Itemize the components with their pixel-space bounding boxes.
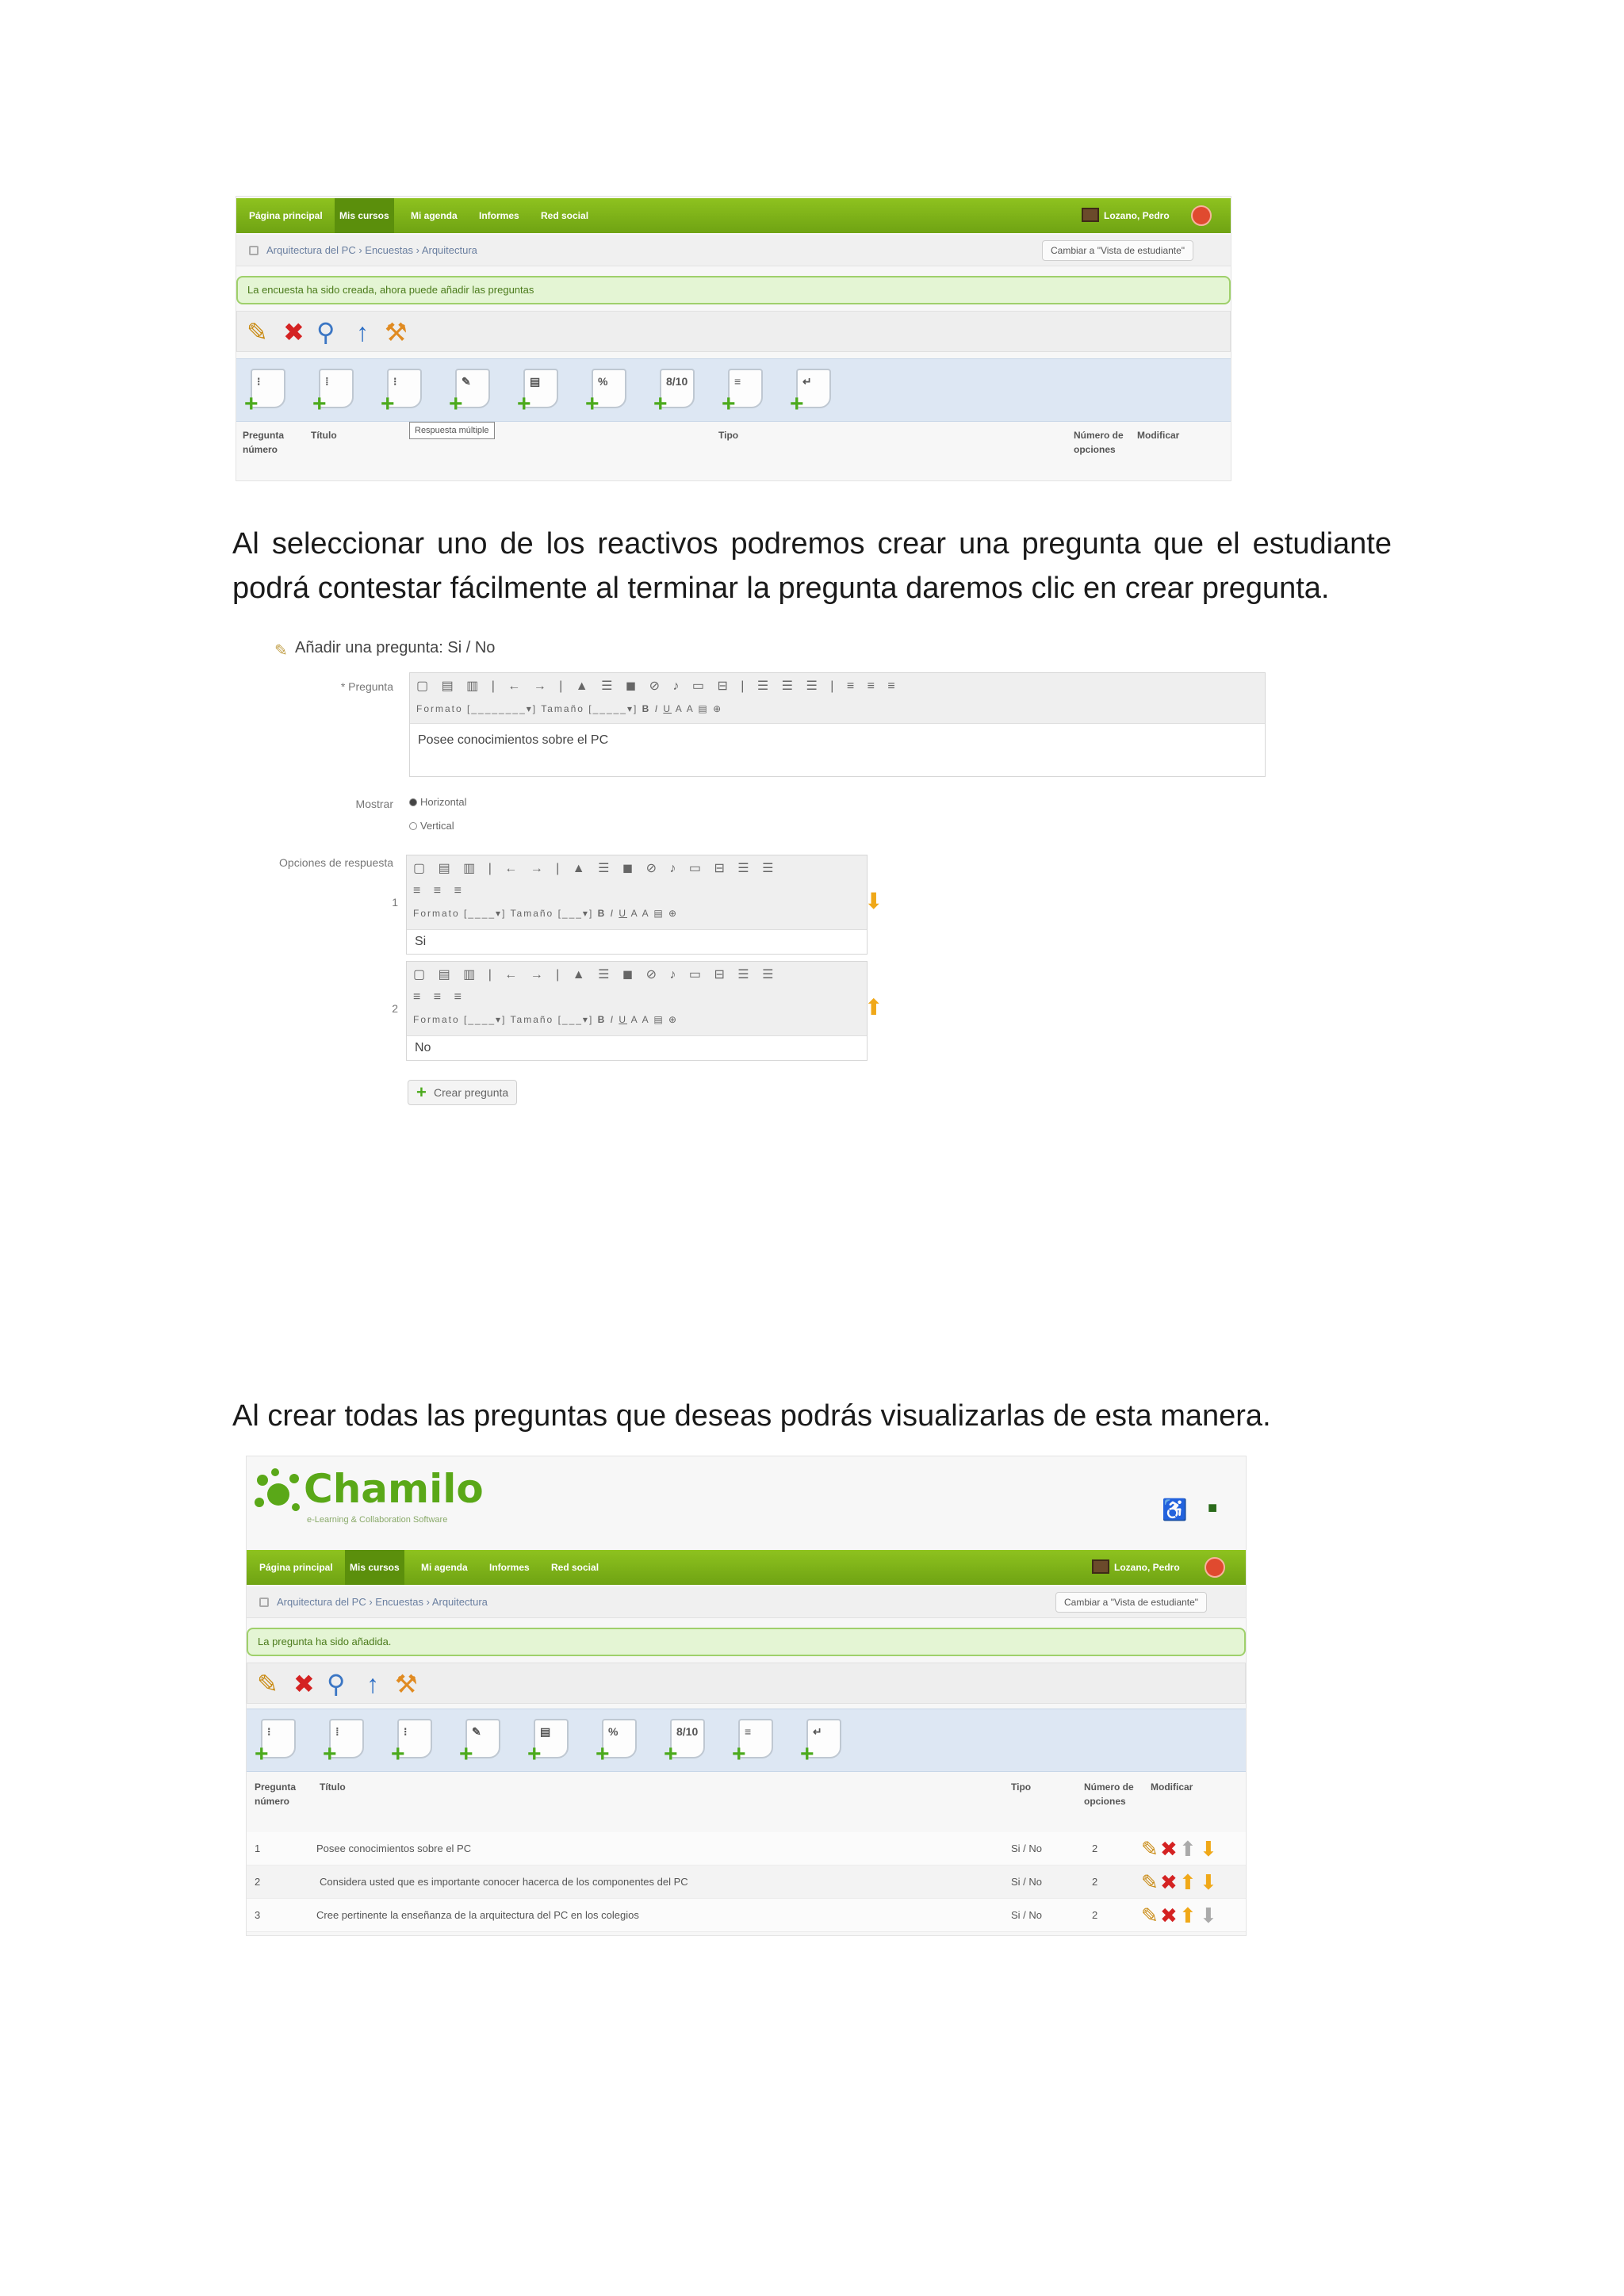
editor-toolbar [410, 673, 1265, 724]
create-question-button[interactable] [408, 1080, 517, 1105]
edit-icon[interactable]: ✎ [1141, 1837, 1159, 1861]
column-header-type: Tipo [1011, 1781, 1032, 1793]
breadcrumb[interactable]: Arquitectura del PC › Encuestas › Arquitectura [266, 244, 477, 256]
logo-text: Chamilo [304, 1466, 484, 1512]
tools-icon[interactable]: ⚒ [385, 318, 408, 346]
row-title: Posee conocimientos sobre el PC [316, 1843, 472, 1854]
answer-2-size-select[interactable]: Tamaño [510, 1014, 554, 1025]
action-toolbar [236, 311, 1231, 352]
radio-horizontal[interactable] [409, 796, 467, 808]
percentage-question-icon[interactable]: % + [585, 369, 633, 416]
answer-1-format-select[interactable]: Formato [413, 908, 460, 919]
pencil-icon[interactable]: ✎ [247, 318, 268, 346]
row-type: Si / No [1011, 1876, 1043, 1888]
table-row [247, 1899, 1246, 1932]
delete-icon[interactable]: ✖ [293, 1670, 315, 1698]
delete-icon[interactable]: ✖ [1160, 1837, 1178, 1861]
student-view-button[interactable]: Cambiar a "Vista de estudiante" [1055, 1592, 1207, 1613]
comment-question-icon[interactable]: ≡ + [732, 1719, 779, 1766]
answer-2-toolbar-row-3[interactable]: Formato [____▾] Tamaño [___▾] B I U A A ▤ ⊕ [413, 1014, 679, 1025]
percentage-question-icon[interactable]: % + [596, 1719, 643, 1766]
breadcrumb-bar [247, 1586, 1246, 1618]
page-break-question-icon[interactable]: ↵ + [790, 369, 837, 416]
arrow-up-icon[interactable]: ↑ [366, 1670, 379, 1698]
form-title: Añadir una pregunta: Si / No [295, 639, 496, 656]
table-row [247, 1866, 1246, 1899]
question-editor[interactable] [409, 672, 1266, 777]
column-header-title: Título [320, 1781, 346, 1793]
answer-1-editor[interactable] [406, 855, 868, 955]
notice-text: La encuesta ha sido creada, ahora puede añadir las preguntas [247, 284, 534, 296]
top-navbar [247, 1550, 1246, 1585]
open-question-icon[interactable]: ✎ + [449, 369, 496, 416]
move-up-icon[interactable]: ⬆ [1179, 1870, 1197, 1894]
answer-1-size-select[interactable]: Tamaño [510, 908, 554, 919]
answer-2-format-select[interactable]: Formato [413, 1014, 460, 1025]
form-icon: ✎ [274, 642, 288, 660]
move-down-icon[interactable]: ⬇ [864, 889, 883, 913]
chamilo-logo-icon [251, 1466, 307, 1521]
size-select[interactable]: Tamaño [541, 703, 584, 714]
top-navbar [236, 198, 1231, 233]
row-options: 2 [1092, 1909, 1098, 1921]
move-up-icon[interactable]: ⬆ [1179, 1904, 1197, 1927]
open-question-icon[interactable]: ✎ + [459, 1719, 507, 1766]
toolbar-row-1[interactable]: ▢ ▤ ▥ | ← → | ▲ ☰ ◼ ⊘ ♪ ▭ ⊟ | ☰ ☰ ☰ | ≡ ≡ ≡ [416, 679, 900, 693]
radio-vertical-label: Vertical [420, 820, 454, 832]
answer-1-toolbar-row-2[interactable]: ≡ ≡ ≡ [413, 884, 466, 897]
row-type: Si / No [1011, 1909, 1043, 1921]
success-notice [236, 276, 1231, 304]
user-name[interactable]: Lozano, Pedro [1114, 1562, 1180, 1573]
row-options: 2 [1092, 1876, 1098, 1888]
flag-icon[interactable]: ■ [1208, 1499, 1218, 1517]
move-up-icon[interactable]: ⬆ [864, 995, 883, 1020]
row-options: 2 [1092, 1843, 1098, 1854]
radio-horizontal-label: Horizontal [420, 796, 467, 808]
delete-icon[interactable]: ✖ [1160, 1870, 1178, 1894]
edit-icon[interactable]: ✎ [1141, 1904, 1159, 1927]
nav-item-reports[interactable]: Informes [479, 210, 519, 221]
nav-item-social[interactable]: Red social [541, 210, 589, 221]
tooltip: Respuesta múltiple [409, 422, 495, 439]
move-up-disabled-icon: ⬆ [1179, 1837, 1197, 1861]
column-header-options: Número de opciones [1074, 430, 1124, 455]
answer-1-toolbar-row-1[interactable]: ▢ ▤ ▥ | ← → | ▲ ☰ ◼ ⊘ ♪ ▭ ⊟ ☰ ☰ [413, 862, 779, 875]
answer-2-toolbar-row-2[interactable]: ≡ ≡ ≡ [413, 990, 466, 1004]
table-row [247, 1832, 1246, 1866]
survey-screen-2 [246, 1456, 1247, 1936]
move-down-icon[interactable]: ⬇ [1200, 1837, 1217, 1861]
intro-paragraph: Al seleccionar uno de los reactivos podremos crear una pregunta que el estudiante podrá contestar fácilmente al terminar la pregunta daremos clic en crear pregunta. [232, 527, 1392, 605]
multiple-response-question-icon[interactable]: ⁝ + [381, 369, 428, 416]
nav-item-my-courses[interactable]: Mis cursos [345, 1550, 404, 1585]
answer-1-toolbar-row-3[interactable]: Formato [____▾] Tamaño [___▾] B I U A A ▤ ⊕ [413, 908, 679, 919]
breadcrumb[interactable]: Arquitectura del PC › Encuestas › Arquitectura [277, 1596, 488, 1608]
home-icon[interactable] [249, 246, 259, 255]
pencil-icon[interactable]: ✎ [257, 1670, 278, 1698]
format-select[interactable]: Formato [416, 703, 463, 714]
success-notice [247, 1628, 1246, 1656]
toolbar-row-2[interactable]: Formato [________▾] Tamaño [_____▾] B I U A A ▤ ⊕ [416, 703, 723, 714]
column-header-modify: Modificar [1151, 1781, 1193, 1793]
answer-2-number: 2 [392, 1002, 398, 1015]
action-toolbar [247, 1663, 1246, 1704]
column-header-number: Pregunta número [255, 1781, 297, 1807]
page-break-question-icon[interactable]: ↵ + [800, 1719, 848, 1766]
answer-1-toolbar [407, 855, 867, 930]
multiple-choice-question-icon[interactable]: ⁞ + [323, 1719, 370, 1766]
column-header-title: Título [311, 430, 337, 441]
move-down-icon[interactable]: ⬇ [1200, 1870, 1217, 1894]
user-name[interactable]: Lozano, Pedro [1104, 210, 1170, 221]
column-header-options: Número de opciones [1084, 1781, 1134, 1807]
survey-screen-1 [236, 196, 1231, 481]
student-view-button[interactable]: Cambiar a "Vista de estudiante" [1042, 240, 1193, 261]
question-type-toolbar [247, 1709, 1246, 1772]
nav-item-home[interactable]: Página principal [259, 1562, 333, 1573]
row-type: Si / No [1011, 1843, 1043, 1854]
user-avatar-icon [1092, 1559, 1109, 1574]
nav-item-agenda[interactable]: Mi agenda [411, 210, 458, 221]
move-down-disabled-icon: ⬇ [1200, 1904, 1217, 1927]
row-title: Considera usted que es importante conocer hacerca de los componentes del PC [320, 1876, 688, 1888]
create-question-label: Crear pregunta [434, 1086, 509, 1099]
column-header-number: Pregunta número [243, 430, 285, 455]
nav-item-reports[interactable]: Informes [489, 1562, 530, 1573]
column-header-modify: Modificar [1137, 430, 1180, 441]
edit-icon[interactable]: ✎ [1141, 1870, 1159, 1894]
answer-2-editor[interactable] [406, 961, 868, 1061]
logout-icon[interactable] [1205, 1557, 1225, 1578]
question-type-toolbar [236, 358, 1231, 422]
nav-item-agenda[interactable]: Mi agenda [421, 1562, 468, 1573]
search-icon[interactable]: ⚲ [316, 318, 335, 346]
search-icon[interactable]: ⚲ [327, 1670, 346, 1698]
accessibility-icon[interactable]: ♿ [1162, 1498, 1188, 1521]
multiple-choice-question-icon[interactable]: ⁞ + [312, 369, 360, 416]
column-header-type: Tipo [718, 430, 739, 441]
row-title: Cree pertinente la enseñanza de la arquitectura del PC en los colegios [316, 1909, 639, 1921]
user-avatar-icon [1082, 208, 1099, 222]
answer-2-toolbar [407, 962, 867, 1036]
arrow-up-icon[interactable]: ↑ [356, 318, 369, 346]
answer-2-toolbar-row-1[interactable]: ▢ ▤ ▥ | ← → | ▲ ☰ ◼ ⊘ ♪ ▭ ⊟ ☰ ☰ [413, 968, 779, 982]
display-label: Mostrar [355, 798, 393, 810]
delete-icon[interactable]: ✖ [1160, 1904, 1178, 1927]
answers-label: Opciones de respuesta [279, 856, 393, 869]
comment-question-icon[interactable]: ≡ + [722, 369, 769, 416]
row-number: 1 [255, 1843, 261, 1854]
radio-vertical[interactable] [409, 820, 454, 832]
dropdown-question-icon[interactable]: ▤ + [517, 369, 565, 416]
score-question-icon[interactable]: 8/10 + [653, 369, 701, 416]
delete-icon[interactable]: ✖ [283, 318, 304, 346]
row-number: 2 [255, 1876, 261, 1888]
plus-icon: + [416, 1082, 427, 1102]
notice-text: La pregunta ha sido añadida. [258, 1636, 392, 1647]
answer-1-number: 1 [392, 896, 398, 909]
nav-item-home[interactable]: Página principal [249, 210, 323, 221]
logout-icon[interactable] [1191, 205, 1212, 226]
question-text[interactable]: Posee conocimientos sobre el PC [418, 733, 609, 747]
dropdown-question-icon[interactable]: ▤ + [527, 1719, 575, 1766]
tools-icon[interactable]: ⚒ [395, 1670, 418, 1698]
question-label: * Pregunta [340, 680, 393, 693]
home-icon[interactable] [259, 1598, 269, 1607]
multiple-response-question-icon[interactable]: ⁝ + [391, 1719, 439, 1766]
logo-tagline: e-Learning & Collaboration Software [307, 1515, 448, 1525]
outro-paragraph: Al crear todas las preguntas que deseas podrás visualizarlas de esta manera. [232, 1399, 1271, 1433]
breadcrumb-bar [236, 235, 1231, 266]
nav-item-my-courses[interactable]: Mis cursos [335, 198, 394, 233]
yes-no-question-icon[interactable]: ⁝ + [255, 1719, 302, 1766]
answer-2-text[interactable]: No [415, 1041, 431, 1054]
answer-1-text[interactable]: Si [415, 935, 427, 948]
nav-item-social[interactable]: Red social [551, 1562, 599, 1573]
score-question-icon[interactable]: 8/10 + [664, 1719, 711, 1766]
yes-no-question-icon[interactable]: ⁝ + [244, 369, 292, 416]
row-number: 3 [255, 1909, 261, 1921]
